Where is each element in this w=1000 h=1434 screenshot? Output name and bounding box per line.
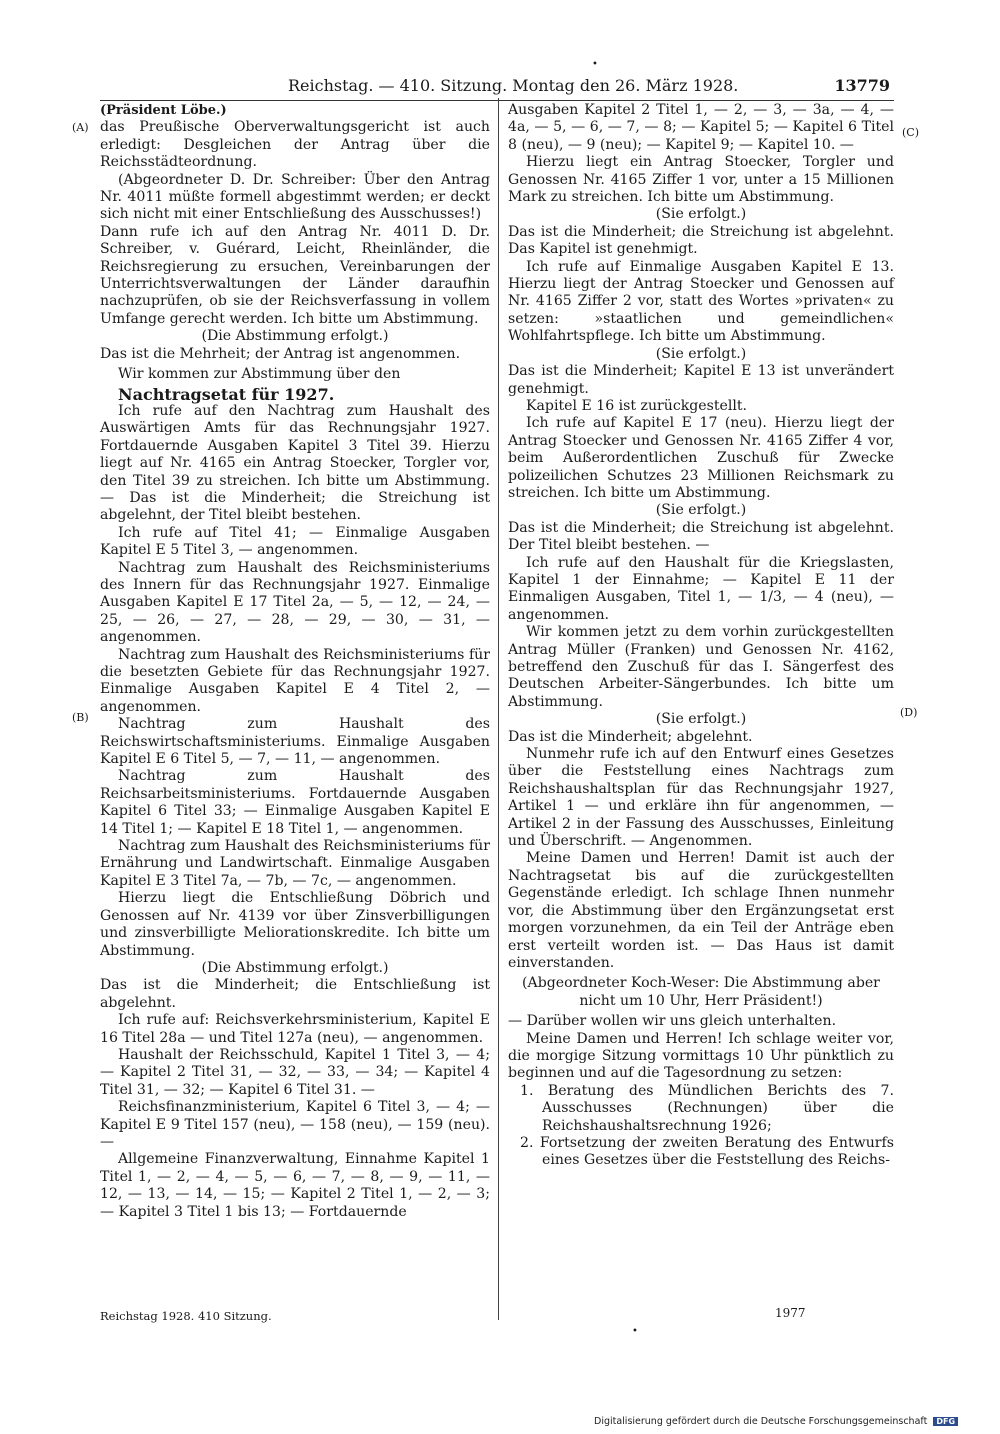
paragraph: Meine Damen und Herren! Ich schlage weiter vor, die morgige Sitzung vormittags 10 Uhr pünktlich zu beginnen und auf die Tagesordnung zu setzen: bbox=[508, 1030, 894, 1082]
paragraph: Das ist die Minderheit; die Entschließung ist abgelehnt. bbox=[100, 977, 490, 1011]
paragraph: 2. Fortsetzung der zweiten Beratung des Entwurfs eines Gesetzes über die Feststellung des Reichs- bbox=[520, 1134, 894, 1169]
paragraph: Reichsfinanzministerium, Kapitel 6 Titel 3, — 4; — Kapitel E 9 Titel 157 (neu), — 158 (neu), — 159 (neu). — bbox=[100, 1099, 490, 1150]
paragraph: (Sie erfolgt.) bbox=[655, 502, 747, 519]
margin-marker-b: (B) bbox=[72, 711, 89, 724]
paragraph: (Die Abstimmung erfolgt.) bbox=[201, 328, 389, 345]
paragraph: Wir kommen jetzt zu dem vorhin zurückgestellten Antrag Müller (Franken) und Genossen Nr. 4162, betreffend den Zuschuß für das I. Sängerfest des Deutschen Arbeiter-Sängerbundes. Ich bitte um Abstimmung. bbox=[508, 624, 894, 710]
footer-session: Reichstag 1928. 410 Sitzung. bbox=[100, 1309, 272, 1323]
paragraph: Ich rufe auf Titel 41; — Einmalige Ausgaben Kapitel E 5 Titel 3, — angenommen. bbox=[100, 524, 490, 559]
paragraph: Allgemeine Finanzverwaltung, Einnahme Kapitel 1 Titel 1, — 2, — 4, — 5, — 6, — 7, — 8, — 9, — 11, — 12, — 13, — 14, — 15; — Kapitel 2 Titel 1, — 2, — 3; — Kapitel 3 Titel 1 bis 13; — Fortdauernde bbox=[100, 1151, 490, 1220]
paragraph: Hierzu liegt die Entschließung Döbrich und Genossen auf Nr. 4139 vor über Zinsverbilligungen und zinsverbilligte Meliorationskredite. Ich bitte um Abstimmung. bbox=[100, 890, 490, 959]
paragraph: Das ist die Minderheit; Kapitel E 13 ist unverändert genehmigt. bbox=[508, 363, 894, 397]
paragraph: (Sie erfolgt.) bbox=[655, 345, 747, 362]
digitization-text: Digitalisierung gefördert durch die Deutsche Forschungsgemeinschaft bbox=[594, 1416, 928, 1427]
paragraph: (Die Abstimmung erfolgt.) bbox=[201, 959, 389, 976]
header-rule bbox=[100, 100, 894, 101]
margin-marker-c: (C) bbox=[902, 126, 919, 139]
section-heading: Nachtragsetat für 1927. bbox=[118, 384, 335, 404]
paragraph: (Abgeordneter Koch-Weser: Die Abstimmung aber nicht um 10 Uhr, Herr Präsident!) bbox=[522, 975, 880, 1009]
paragraph: — Darüber wollen wir uns gleich unterhalten. bbox=[508, 1013, 837, 1030]
paragraph: das Preußische Oberverwaltungsgericht ist auch erledigt: Desgleichen der Antrag über die Reichsstädteordnung. bbox=[100, 119, 490, 171]
paragraph: Ich rufe auf den Haushalt für die Kriegslasten, Kapitel 1 der Einnahme; — Kapitel E 11 der Einmaligen Ausgaben, Titel 1, — 1/3, — 4 (neu), — angenommen. bbox=[508, 554, 894, 623]
paragraph: Hierzu liegt ein Antrag Stoecker, Torgler und Genossen Nr. 4165 Ziffer 1 vor, unter a 15 Millionen Mark zu streichen. Ich bitte um Abstimmung. bbox=[508, 154, 894, 206]
header-page-number: 13779 bbox=[834, 76, 890, 95]
paragraph: Ich rufe auf: Reichsverkehrsministerium, Kapitel E 16 Titel 28a — und Titel 127a (neu), — angenommen. bbox=[100, 1012, 490, 1046]
paragraph: Ausgaben Kapitel 2 Titel 1, — 2, — 3, — 3a, — 4, — 4a, — 5, — 6, — 7, — 8; — Kapitel 5; — Kapitel 6 Titel 8 (neu), — 9 (neu); — Kapitel 9; — Kapitel 10. — bbox=[508, 102, 894, 153]
paragraph: 1. Beratung des Mündlichen Berichts des 7. Ausschusses (Rechnungen) über die Reichshaushaltsrechnung 1926; bbox=[520, 1082, 894, 1134]
dfg-logo: DFG bbox=[933, 1417, 958, 1426]
paragraph: (Abgeordneter D. Dr. Schreiber: Über den Antrag Nr. 4011 müßte formell abgestimmt werden; er deckt sich nicht mit einer Entschließung des Ausschusses!) bbox=[100, 171, 490, 223]
digitization-note bbox=[594, 1416, 958, 1427]
page-header bbox=[230, 73, 890, 99]
paragraph: (Sie erfolgt.) bbox=[655, 206, 747, 223]
column-divider bbox=[498, 98, 499, 1320]
paragraph: Haushalt der Reichsschuld, Kapitel 1 Titel 3, — 4; — Kapitel 2 Titel 31, — 32, — 33, — 34; — Kapitel 4 Titel 31, — 32; — Kapitel 6 Titel 31. — bbox=[100, 1046, 490, 1098]
paragraph: Das ist die Minderheit; die Streichung ist abgelehnt. Der Titel bleibt bestehen. — bbox=[508, 519, 894, 554]
footer-page-number: 1977 bbox=[775, 1306, 806, 1320]
paragraph: (Sie erfolgt.) bbox=[655, 711, 747, 728]
paragraph: Ich rufe auf Kapitel E 17 (neu). Hierzu liegt der Antrag Stoecker und Genossen Nr. 4165 Ziffer 4 vor, beim Außerordentlichen Zuschuß für Zwecke polizeilichen Schutzes 23 Millionen Reichsmark zu streichen. Ich bitte um Abstimmung. bbox=[508, 415, 894, 501]
print-dot-bottom: • bbox=[632, 1326, 638, 1337]
header-title: Reichstag. — 410. Sitzung. Montag den 26. März 1928. bbox=[288, 76, 739, 95]
paragraph: Nachtrag zum Haushalt des Reichsministeriums des Innern für das Rechnungsjahr 1927. Einmalige Ausgaben Kapitel E 17 Titel 2a, — 5, — 12, — 24, — 25, — 26, — 27, — 28, — 29, — 30, — 31, — angenommen. bbox=[100, 559, 490, 646]
paragraph: Wir kommen zur Abstimmung über den bbox=[118, 366, 401, 383]
left-column bbox=[100, 102, 490, 1221]
paragraph: Nachtrag zum Haushalt des Reichsministeriums für Ernährung und Landwirtschaft. Einmalige Ausgaben Kapitel E 3 Titel 7a, — 7b, — 7c, — angenommen. bbox=[100, 838, 490, 889]
paragraph: Nachtrag zum Haushalt des Reichswirtschaftsministeriums. Einmalige Ausgaben Kapitel E 6 Titel 5, — 7, — 11, — angenommen. bbox=[100, 716, 490, 768]
paragraph: Dann rufe ich auf den Antrag Nr. 4011 D. Dr. Schreiber, v. Guérard, Leicht, Rheinländer, die Reichsregierung zu ersuchen, Vereinbarungen der Unterrichtsverwaltungen der Länder daraufhin nachzuprüfen, ob sie der Reichsverfassung in vollem Umfange gerecht werden. Ich bitte um Abstimmung. bbox=[100, 223, 490, 327]
paragraph: Das ist die Mehrheit; der Antrag ist angenommen. bbox=[100, 345, 461, 362]
right-column bbox=[508, 102, 894, 1170]
margin-marker-d: (D) bbox=[900, 706, 918, 719]
paragraph: Kapitel E 16 ist zurückgestellt. bbox=[526, 397, 748, 414]
paragraph: Nachtrag zum Haushalt des Reichsarbeitsministeriums. Fortdauernde Ausgaben Kapitel 6 Titel 33; — Einmalige Ausgaben Kapitel E 14 Titel 1; — Kapitel E 18 Titel 1, — angenommen. bbox=[100, 768, 490, 837]
speaker-label: (Präsident Löbe.) bbox=[100, 103, 227, 118]
paragraph: Das ist die Minderheit; die Streichung ist abgelehnt. Das Kapitel ist genehmigt. bbox=[508, 223, 894, 258]
paragraph: Meine Damen und Herren! Damit ist auch der Nachtragsetat bis auf die zurückgestellten Gegenstände erledigt. Ich schlage Ihnen nunmehr vor, die Abstimmung über den Ergänzungsetat erst morgen vorzunehmen, da ein Teil der Anträge eben erst verteilt worden ist. — Das Haus ist damit einverstanden. bbox=[508, 850, 894, 971]
paragraph: Das ist die Minderheit; abgelehnt. bbox=[508, 728, 753, 745]
paragraph: Ich rufe auf den Nachtrag zum Haushalt des Auswärtigen Amts für das Rechnungsjahr 1927. Fortdauernde Ausgaben Kapitel 3 Titel 39. Hierzu liegt auf Nr. 4165 ein Antrag Stoecker, Torgler vor, den Titel 39 zu streichen. Ich bitte um Abstimmung. — Das ist die Minderheit; die Streichung ist abgelehnt, der Titel bleibt bestehen. bbox=[100, 402, 490, 524]
margin-marker-a: (A) bbox=[72, 121, 89, 134]
print-dot: • bbox=[592, 59, 598, 70]
paragraph: Ich rufe auf Einmalige Ausgaben Kapitel E 13. Hierzu liegt der Antrag Stoecker und Genossen auf Nr. 4165 Ziffer 2 vor, statt des Wortes »privaten« zu setzen: »staatlichen und gemeindlichen« Wohlfahrtspflege. Ich bitte um Abstimmung. bbox=[508, 258, 894, 345]
paragraph: Nunmehr rufe ich auf den Entwurf eines Gesetzes über die Feststellung eines Nachtrags zum Reichshaushaltsplan für das Rechnungsjahr 1927, Artikel 1 — und erkläre ihn für angenommen, — Artikel 2 in der Fassung des Ausschusses, Einleitung und Überschrift. — Angenommen. bbox=[508, 746, 894, 850]
paragraph: Nachtrag zum Haushalt des Reichsministeriums für die besetzten Gebiete für das Rechnungsjahr 1927. Einmalige Ausgaben Kapitel E 4 Titel 2, — angenommen. bbox=[100, 646, 490, 715]
